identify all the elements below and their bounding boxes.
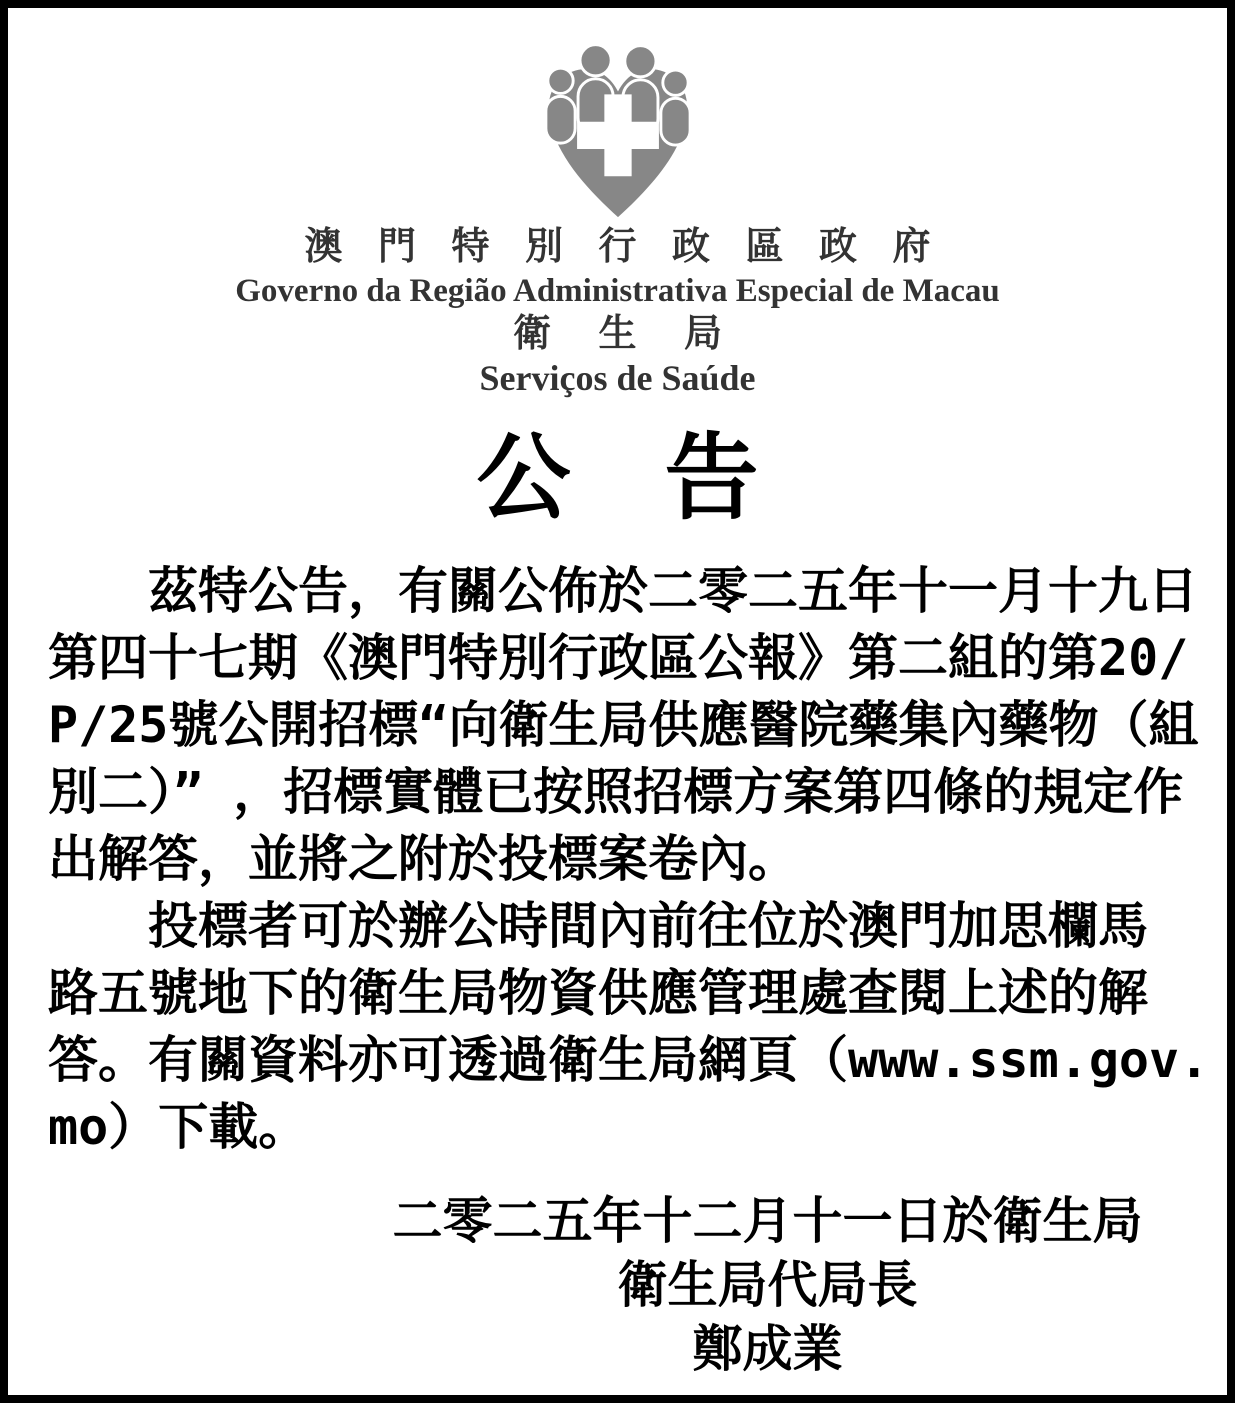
person-head-icon [580, 45, 611, 76]
header-government-pt: Governo da Região Administrativa Especial de Macau [235, 273, 1000, 309]
signoff-name: 鄭成業 [692, 1320, 843, 1378]
body-line: P/25號公開招標“向衛生局供應醫院藥集內藥物（組 [48, 696, 1199, 754]
person-body-icon [545, 96, 574, 143]
health-bureau-logo [540, 34, 696, 224]
header-department-pt: Serviços de Saúde [479, 358, 756, 398]
person-head-icon [662, 70, 687, 95]
header-department-zh: 衛 生 局 [512, 313, 741, 355]
body-line: 第四十七期《澳門特別行政區公報》第二組的第20/ [48, 629, 1189, 687]
signoff-position: 衛生局代局長 [617, 1256, 918, 1314]
body-line: 答。有關資料亦可透過衛生局網頁（www.ssm.gov. [48, 1031, 1210, 1089]
ssm-heart-cross-logo [540, 34, 696, 224]
body-line: 別二）” ，招標實體已按照招標方案第四條的規定作 [48, 763, 1184, 821]
page-title: 公 告 [476, 427, 759, 531]
body-line: 投標者可於辦公時間內前往位於澳門加思欄馬 [148, 897, 1148, 955]
signoff-date: 二零二五年十二月十一日於衛生局 [392, 1192, 1143, 1250]
person-body-icon [660, 98, 689, 145]
signoff-block [158, 1189, 1235, 1381]
body-line: 茲特公告，有關公佈於二零二五年十一月十九日 [148, 562, 1198, 620]
header-government-zh: 澳 門 特 別 行 政 區 政 府 [304, 226, 944, 268]
person-head-icon [547, 68, 572, 93]
person-head-icon [624, 46, 655, 77]
body-line: 路五號地下的衛生局物資供應管理處查閱上述的解 [48, 964, 1148, 1022]
body-text [8, 558, 1227, 1161]
body-line: mo）下載。 [48, 1098, 309, 1156]
body-line: 出解答，並將之附於投標案卷內。 [48, 830, 798, 888]
